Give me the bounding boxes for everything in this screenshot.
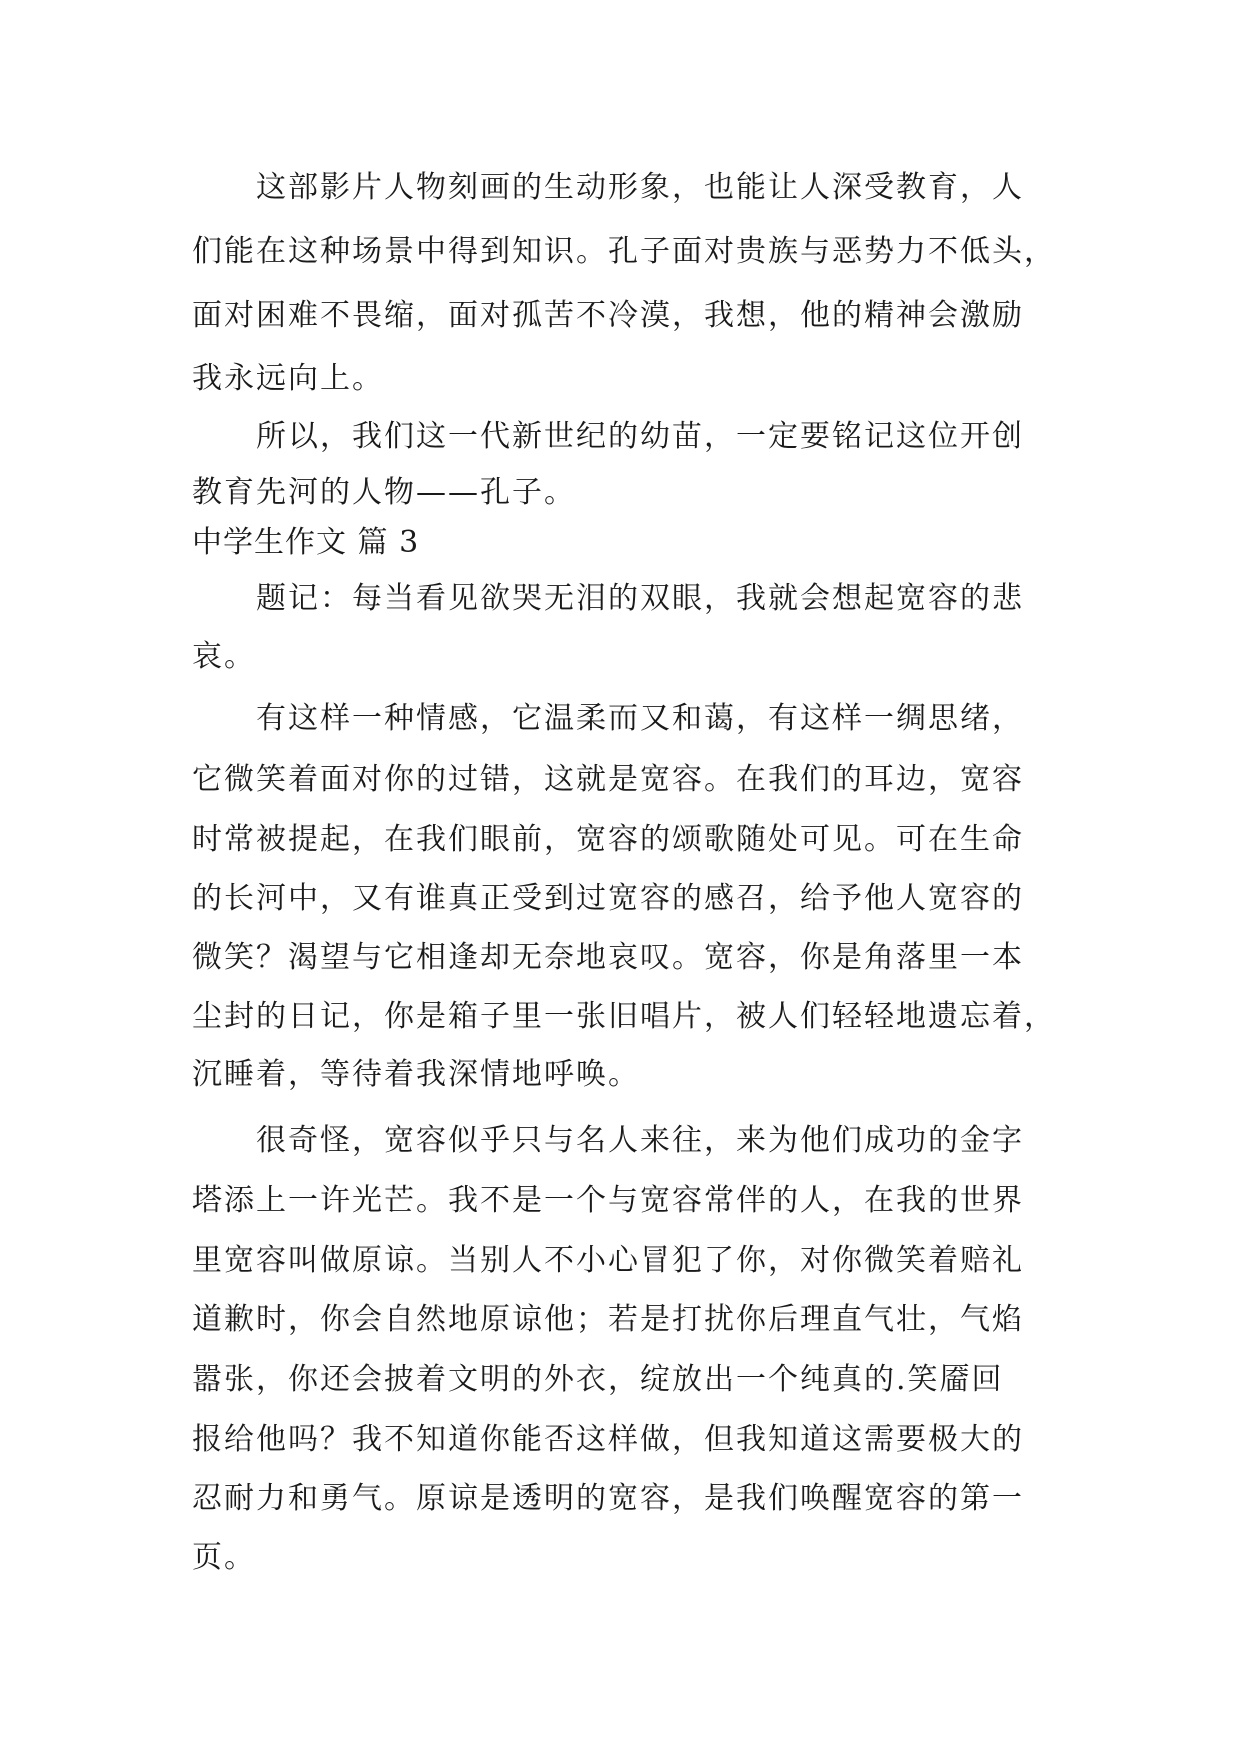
paragraph-line: 这部影片人物刻画的生动形象，也能让人深受教育，人 bbox=[256, 170, 1024, 205]
paragraph-line: 它微笑着面对你的过错，这就是宽容。在我们的耳边，宽容 bbox=[192, 762, 1024, 797]
paragraph-line: 塔添上一许光芒。我不是一个与宽容常伴的人，在我的世界 bbox=[192, 1183, 1024, 1218]
section-heading: 中学生作文 篇 3 bbox=[192, 525, 420, 560]
paragraph-line: 哀。 bbox=[192, 639, 256, 674]
paragraph-line: 的长河中，又有谁真正受到过宽容的感召，给予他人宽容的 bbox=[192, 881, 1024, 916]
paragraph-line: 题记：每当看见欲哭无泪的双眼，我就会想起宽容的悲 bbox=[256, 581, 1024, 616]
paragraph-line: 教育先河的人物——孔子。 bbox=[192, 475, 576, 510]
paragraph-line: 道歉时，你会自然地原谅他；若是打扰你后理直气壮，气焰 bbox=[192, 1302, 1024, 1337]
paragraph-line: 们能在这种场景中得到知识。孔子面对贵族与恶势力不低头， bbox=[192, 234, 1056, 269]
paragraph-line: 嚣张，你还会披着文明的外衣，绽放出一个纯真的.笑靥回 bbox=[192, 1362, 1004, 1397]
paragraph-line: 所以，我们这一代新世纪的幼苗，一定要铭记这位开创 bbox=[256, 419, 1024, 454]
paragraph-line: 忍耐力和勇气。原谅是透明的宽容，是我们唤醒宽容的第一 bbox=[192, 1481, 1024, 1516]
paragraph-line: 里宽容叫做原谅。当别人不小心冒犯了你，对你微笑着赔礼 bbox=[192, 1243, 1024, 1278]
paragraph-line: 我永远向上。 bbox=[192, 361, 384, 396]
paragraph-line: 尘封的日记，你是箱子里一张旧唱片，被人们轻轻地遗忘着， bbox=[192, 999, 1056, 1034]
paragraph-line: 沉睡着，等待着我深情地呼唤。 bbox=[192, 1057, 640, 1092]
paragraph-line: 很奇怪，宽容似乎只与名人来往，来为他们成功的金字 bbox=[256, 1123, 1024, 1158]
paragraph-line: 页。 bbox=[192, 1540, 256, 1575]
paragraph-line: 有这样一种情感，它温柔而又和蔼，有这样一绸思绪， bbox=[256, 701, 1024, 736]
paragraph-line: 时常被提起，在我们眼前，宽容的颂歌随处可见。可在生命 bbox=[192, 822, 1024, 857]
paragraph-line: 报给他吗？我不知道你能否这样做，但我知道这需要极大的 bbox=[192, 1422, 1024, 1457]
paragraph-line: 面对困难不畏缩，面对孤苦不冷漠，我想，他的精神会激励 bbox=[192, 298, 1024, 333]
paragraph-line: 微笑？渴望与它相逢却无奈地哀叹。宽容，你是角落里一本 bbox=[192, 940, 1024, 975]
